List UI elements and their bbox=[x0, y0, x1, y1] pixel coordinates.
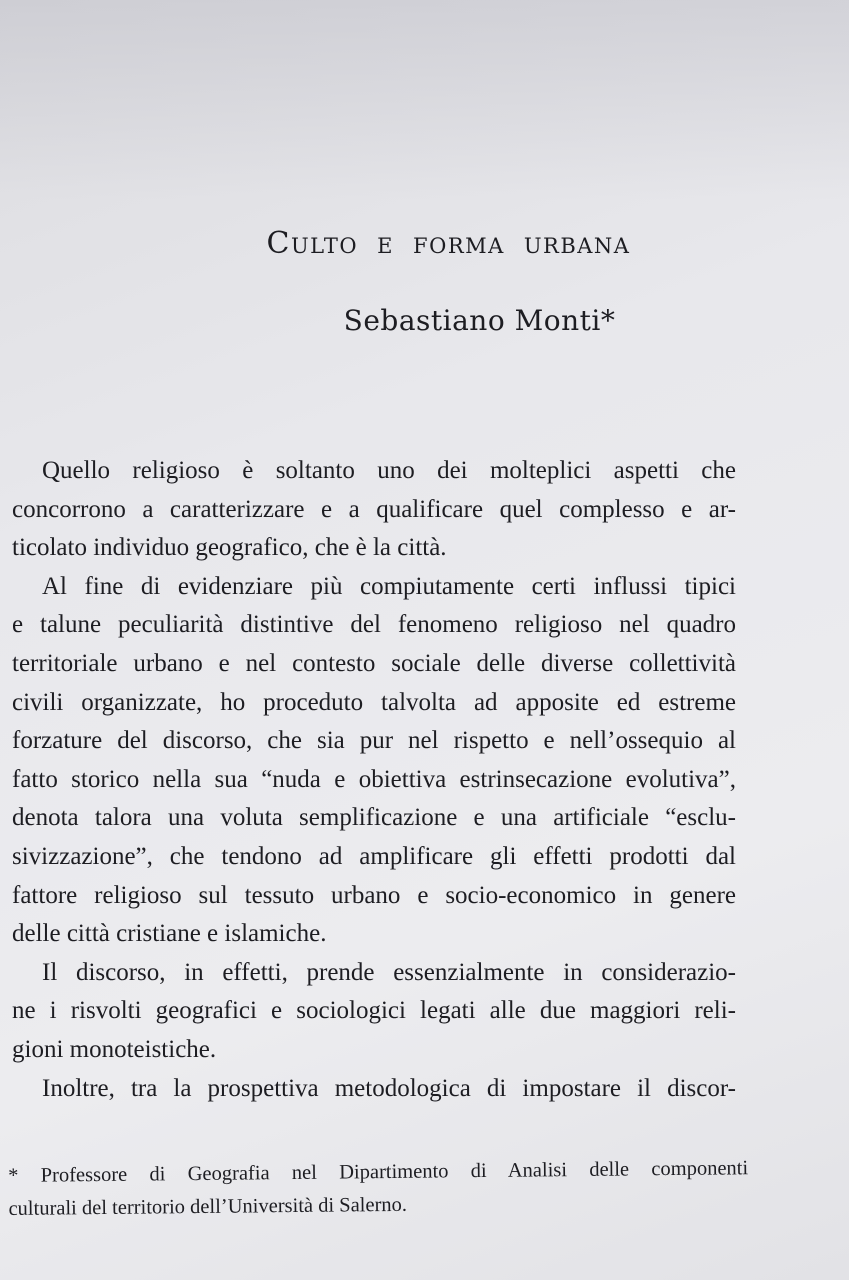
footnote-line: * Professore di Geografia nel Dipartimento di Analisi delle componenti bbox=[8, 1157, 749, 1187]
text-line: delle città cristiane e islamiche. bbox=[12, 920, 327, 948]
text-line: Quello religioso è soltanto uno dei molteplici aspetti che bbox=[42, 457, 736, 484]
footnote bbox=[8, 1152, 749, 1226]
text-line: Il discorso, in effetti, prende essenzialmente in considerazio- bbox=[42, 958, 736, 986]
text-line: forzature del discorso, che sia pur nel rispetto e nell’ossequio al bbox=[12, 727, 736, 755]
paragraph-2 bbox=[12, 568, 736, 954]
text-line: gioni monoteistiche. bbox=[12, 1035, 217, 1063]
body-text bbox=[12, 452, 736, 1108]
paragraph-3 bbox=[12, 954, 736, 1070]
text-line: Inoltre, tra la prospettiva metodologica di impostare il discor- bbox=[42, 1074, 736, 1102]
text-line: Al fine di evidenziare più compiutamente certi influssi tipici bbox=[42, 572, 736, 600]
text-line: civili organizzate, ho proceduto talvolta ad apposite ed estreme bbox=[12, 688, 736, 716]
chapter-title: Culto e forma urbana bbox=[266, 226, 631, 261]
footnote-line: culturali del territorio dell’Università di Salerno. bbox=[8, 1193, 408, 1220]
text-line: ticolato individuo geografico, che è la città. bbox=[12, 534, 447, 562]
text-line: fattore religioso sul tessuto urbano e socio-economico in genere bbox=[12, 881, 736, 909]
paragraph-1 bbox=[12, 452, 736, 568]
text-line: concorrono a caratterizzare e a qualificare quel complesso e ar- bbox=[12, 495, 736, 523]
show-through-shadow bbox=[0, 0, 849, 200]
text-line: ne i risvolti geografici e sociologici legati alle due maggiori reli- bbox=[12, 997, 736, 1025]
paragraph-4 bbox=[12, 1070, 736, 1109]
text-line: sivizzazione”, che tendono ad amplificare gli effetti prodotti dal bbox=[12, 842, 736, 870]
text-line: territoriale urbano e nel contesto sociale delle diverse collettività bbox=[12, 649, 736, 677]
text-line: fatto storico nella sua “nuda e obiettiva estrinsecazione evolutiva”, bbox=[12, 765, 736, 793]
text-line: e talune peculiarità distintive del fenomeno religioso nel quadro bbox=[12, 611, 736, 639]
author-name: Sebastiano Monti* bbox=[343, 304, 616, 337]
text-line: denota talora una voluta semplificazione e una artificiale “esclu- bbox=[12, 804, 736, 832]
